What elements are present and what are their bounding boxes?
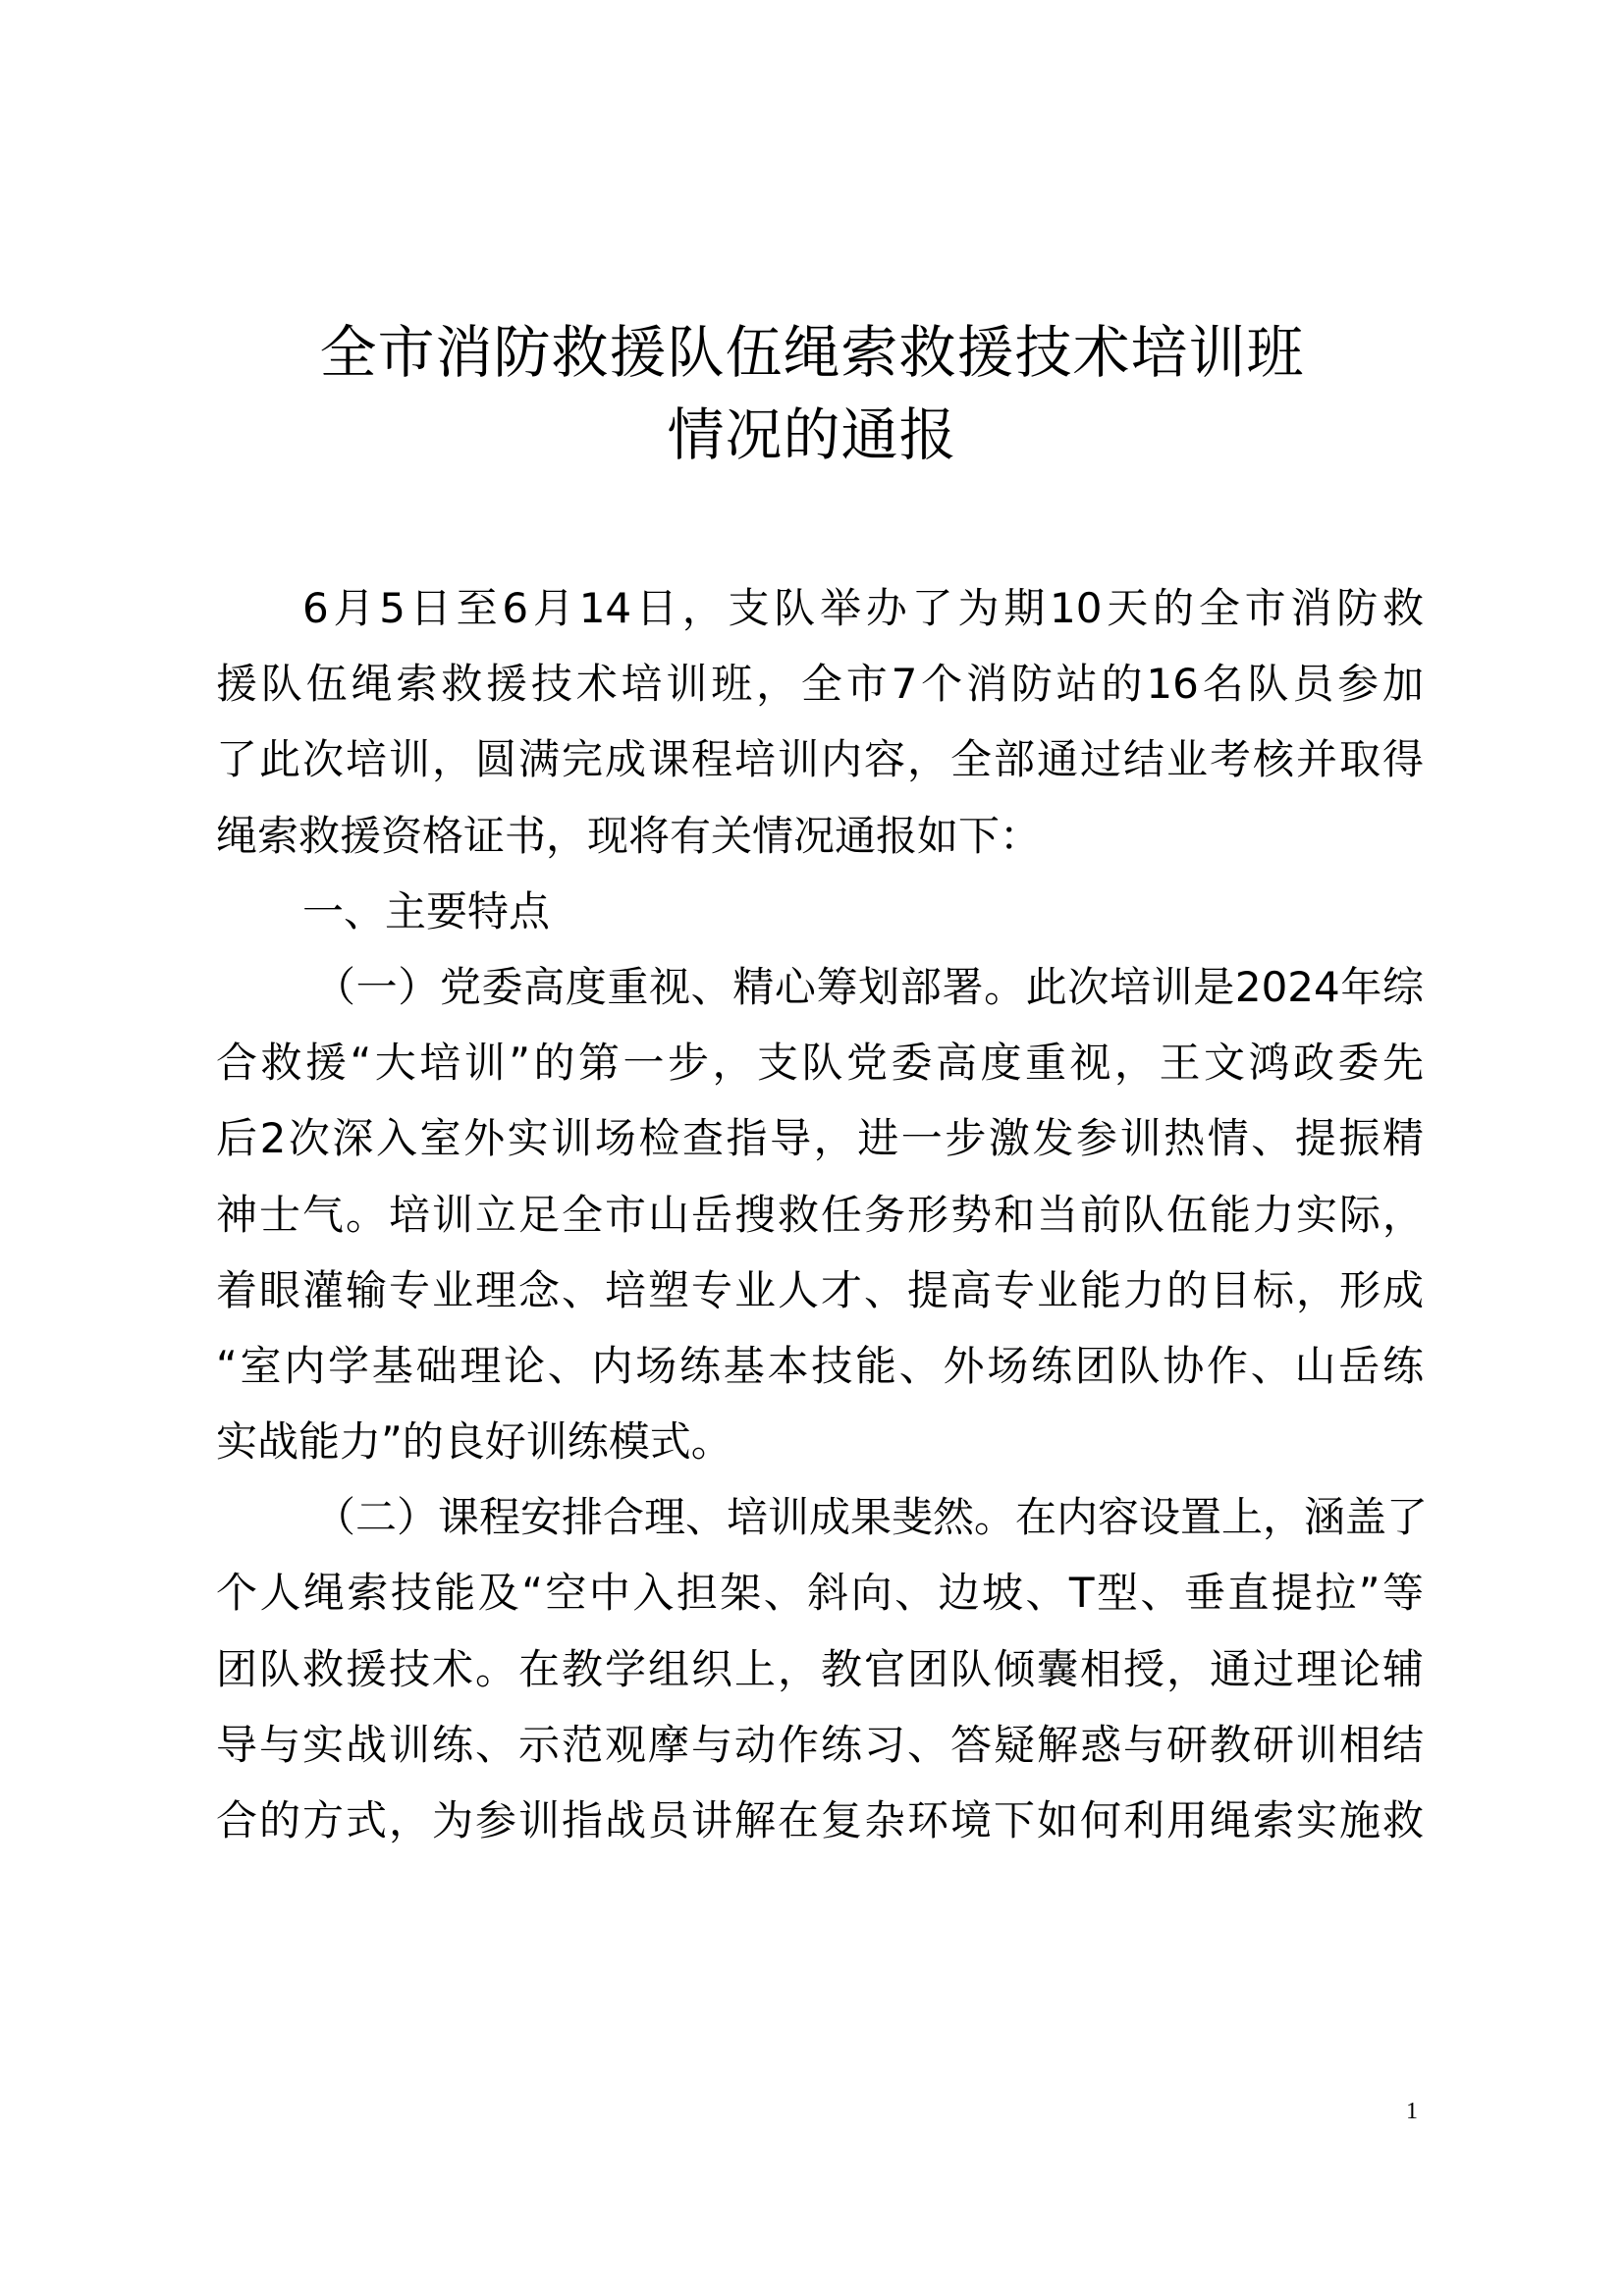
body-line: 导与实战训练、示范观摩与动作练习、答疑解惑与研教研训相结 xyxy=(216,1720,1424,1769)
body-line: 后2次深入室外实训场检查指导，进一步激发参训热情、提振精 xyxy=(216,1114,1424,1163)
subsection-heading-line: （二）课程安排合理、培训成果斐然。在内容设置上，涵盖了 xyxy=(314,1493,1429,1542)
body-line: 神士气。培训立足全市山岳搜救任务形势和当前队伍能力实际， xyxy=(216,1190,1424,1239)
body-line: 援队伍绳索救援技术培训班，全市7个消防站的16名队员参加 xyxy=(216,660,1424,709)
title-line-2: 情况的通报 xyxy=(667,401,957,468)
body-line: 实战能力”的良好训练模式。 xyxy=(216,1417,732,1467)
body-line: 了此次培训，圆满完成课程培训内容，全部通过结业考核并取得 xyxy=(216,735,1424,784)
body-line: 合的方式，为参训指战员讲解在复杂环境下如何利用绳索实施救 xyxy=(216,1796,1424,1844)
page-number: 1 xyxy=(1406,2099,1418,2124)
body-line: 着眼灌输专业理念、培塑专业人才、提高专业能力的目标，形成 xyxy=(216,1265,1424,1314)
body-line: 团队救援技术。在教学组织上，教官团队倾囊相授，通过理论辅 xyxy=(216,1644,1424,1693)
body-line: 个人绳索技能及“空中入担架、斜向、边坡、T型、垂直提拉”等 xyxy=(216,1569,1424,1618)
body-line: “室内学基础理论、内场练基本技能、外场练团队协作、山岳练 xyxy=(216,1341,1424,1390)
subsection-heading-line: （一）党委高度重视、精心筹划部署。此次培训是2024年综 xyxy=(314,962,1424,1011)
document-body xyxy=(216,570,1429,1858)
body-line: 合救援“大培训”的第一步，支队党委高度重视，王文鸿政委先 xyxy=(216,1039,1424,1088)
document-title xyxy=(0,311,1624,476)
body-line: 绳索救援资格证书，现将有关情况通报如下： xyxy=(216,811,1042,860)
section-heading: 一、主要特点 xyxy=(302,886,551,935)
title-line-1: 全市消防救援队伍绳索救援技术培训班 xyxy=(319,319,1305,386)
body-line: 6月5日至6月14日，支队举办了为期10天的全市消防救 xyxy=(302,584,1424,632)
